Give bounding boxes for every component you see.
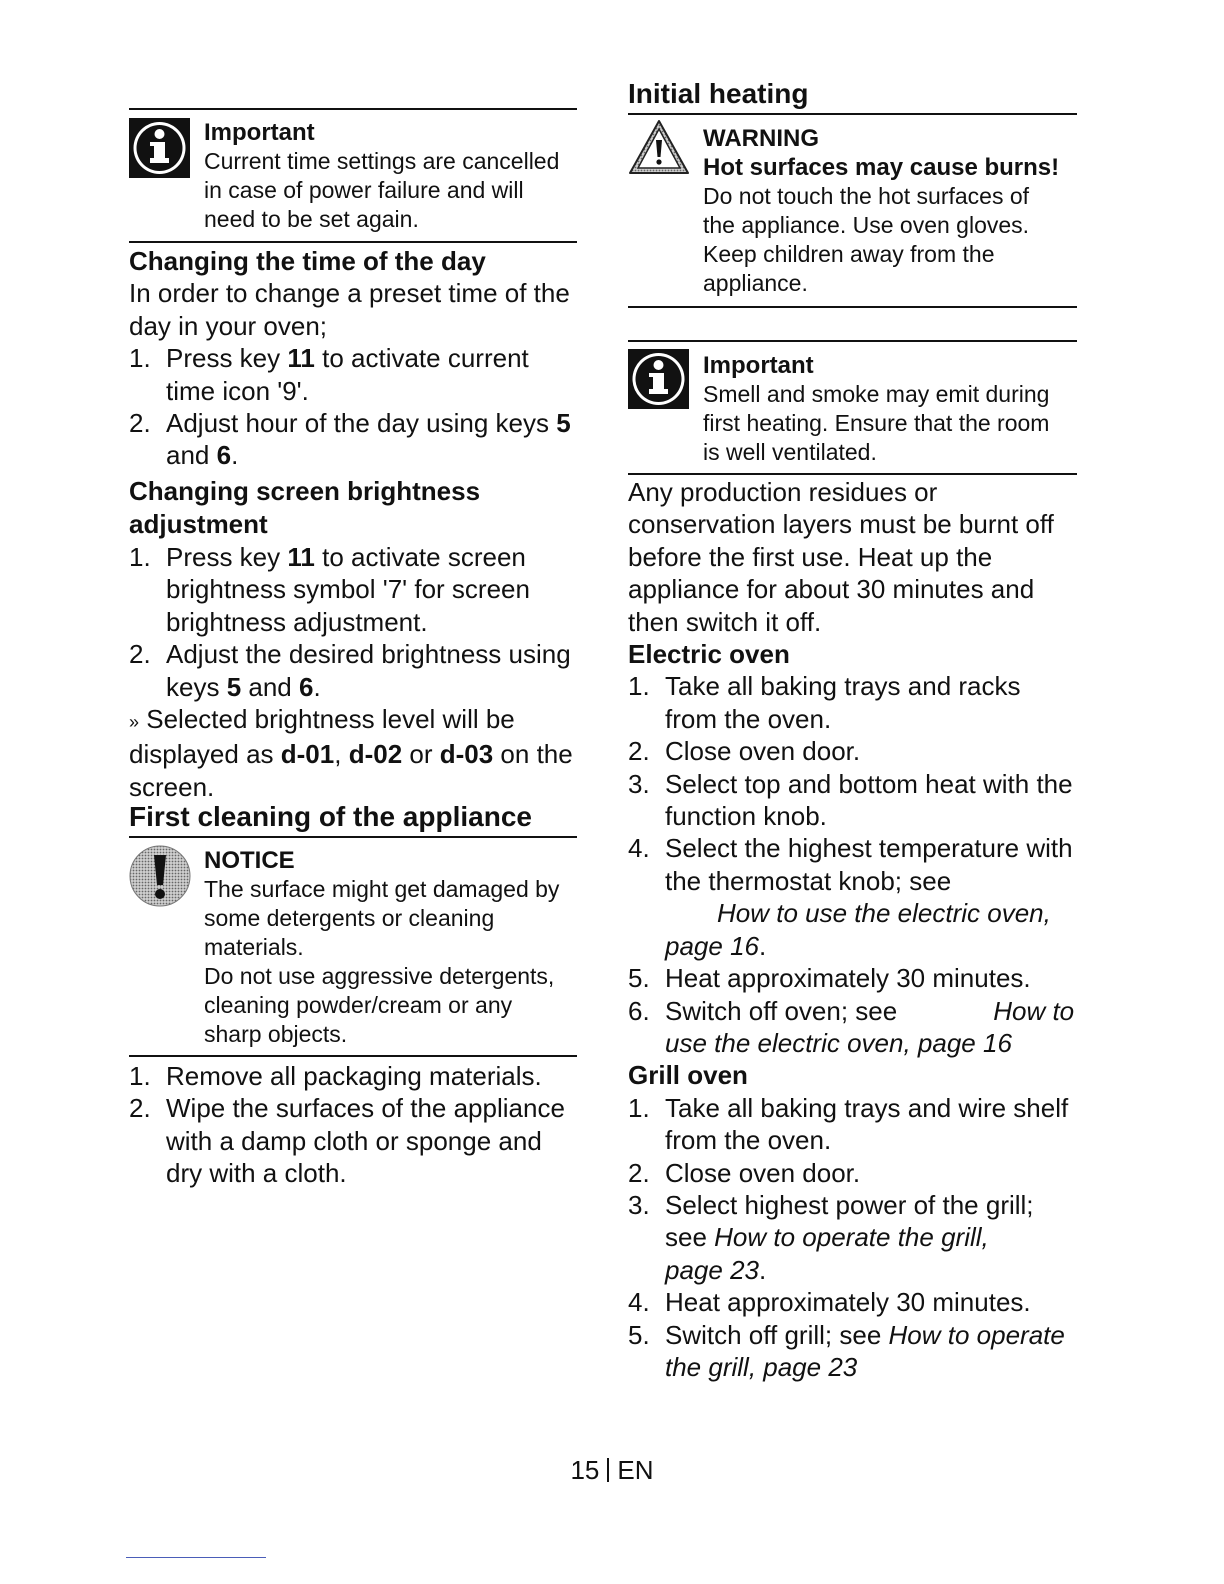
text: Take all baking trays and racks bbox=[665, 671, 1021, 702]
warning-subtitle: Hot surfaces may cause burns! bbox=[703, 154, 1060, 181]
text: Switch off oven; see bbox=[665, 995, 898, 1026]
footer-separator bbox=[607, 1458, 609, 1482]
text: Remove all packaging materials. bbox=[166, 1061, 542, 1091]
paragraph-line: then switch it off. bbox=[628, 606, 822, 637]
list-item bbox=[628, 995, 1098, 1060]
text: time icon '9'. bbox=[166, 375, 309, 406]
important-line: Current time settings are cancelled bbox=[204, 148, 560, 174]
text: Select highest power of the grill; bbox=[665, 1189, 1034, 1220]
paragraph-line: conservation layers must be burnt off bbox=[628, 509, 1054, 540]
list-item bbox=[628, 962, 1098, 994]
text: . bbox=[231, 440, 239, 471]
key-number: 6 bbox=[216, 440, 232, 471]
list-item bbox=[628, 1189, 1098, 1286]
list-number: 5. bbox=[628, 963, 650, 994]
result-line bbox=[129, 703, 589, 738]
list-item bbox=[628, 832, 1098, 962]
brightness-section bbox=[129, 475, 589, 803]
first-cleaning-steps bbox=[129, 1060, 589, 1190]
text: displayed as bbox=[129, 739, 281, 770]
section-heading: Changing screen brightness bbox=[129, 476, 481, 506]
text: and bbox=[241, 671, 299, 702]
divider bbox=[628, 473, 1077, 475]
result-line: screen. bbox=[129, 771, 215, 802]
notice-exclamation-icon bbox=[129, 845, 191, 912]
important-line: Smell and smoke may emit during bbox=[703, 381, 1050, 407]
divider bbox=[628, 306, 1077, 308]
bottom-edge-line bbox=[126, 1557, 266, 1558]
text: Heat approximately 30 minutes. bbox=[665, 963, 1031, 994]
warning-line: Keep children away from the bbox=[703, 241, 995, 267]
warning-line: appliance. bbox=[703, 270, 808, 296]
list-number: 6. bbox=[628, 995, 650, 1026]
notice-box bbox=[204, 846, 559, 1049]
paragraph-line: In order to change a preset time of the bbox=[129, 278, 570, 309]
display-code: d-02 bbox=[348, 739, 403, 770]
list-number: 4. bbox=[628, 1287, 650, 1318]
section-heading-initial-heating: Initial heating bbox=[628, 78, 809, 109]
list-item bbox=[628, 1286, 1098, 1318]
notice-title: NOTICE bbox=[204, 847, 295, 874]
paragraph-line: Any production residues or bbox=[628, 477, 938, 507]
list-item bbox=[628, 670, 1098, 735]
list-number: 1. bbox=[628, 1092, 650, 1123]
text: from the oven. bbox=[665, 1125, 832, 1156]
key-number: 5 bbox=[556, 408, 571, 439]
list-item bbox=[129, 1092, 589, 1189]
initial-heating-body bbox=[628, 476, 1098, 1383]
text: the thermostat knob; see bbox=[665, 865, 952, 896]
list-number: 2. bbox=[129, 1093, 151, 1124]
key-number: 11 bbox=[287, 542, 315, 572]
cross-reference[interactable]: the grill, page 23 bbox=[665, 1351, 858, 1382]
cross-reference[interactable]: use the electric oven, page 16 bbox=[665, 1027, 1012, 1058]
text: brightness symbol '7' for screen bbox=[166, 574, 530, 605]
text: Select top and bottom heat with the bbox=[665, 768, 1073, 799]
key-number: 11 bbox=[287, 343, 315, 374]
cross-reference[interactable]: How to use the electric oven, bbox=[717, 898, 1051, 929]
text: Switch off grill; see bbox=[665, 1319, 889, 1350]
list-number: 1. bbox=[129, 343, 151, 374]
text: function knob. bbox=[665, 801, 827, 832]
important-line: first heating. Ensure that the room bbox=[703, 410, 1050, 436]
text: . bbox=[758, 930, 767, 961]
list-item bbox=[129, 638, 589, 703]
divider bbox=[129, 241, 577, 243]
list-item bbox=[628, 768, 1098, 833]
text: Select the highest temperature with bbox=[665, 833, 1073, 864]
notice-line: The surface might get damaged by bbox=[204, 876, 560, 902]
text: Adjust hour of the day using keys bbox=[166, 408, 557, 439]
text: Selected brightness level will be bbox=[139, 704, 515, 735]
text: Take all baking trays and wire shelf bbox=[665, 1092, 1069, 1123]
list-item bbox=[628, 1319, 1098, 1384]
info-icon bbox=[628, 349, 689, 414]
section-heading: Changing the time of the day bbox=[129, 246, 486, 276]
language-code: EN bbox=[617, 1455, 654, 1485]
notice-line: cleaning powder/cream or any bbox=[204, 992, 513, 1018]
text: Press key bbox=[166, 343, 288, 374]
important-line: is well ventilated. bbox=[703, 439, 877, 465]
list-item bbox=[129, 407, 589, 472]
important-line: in case of power failure and will bbox=[204, 177, 524, 203]
list-item bbox=[628, 1157, 1098, 1189]
cross-reference[interactable]: How to operate the grill, bbox=[714, 1222, 989, 1253]
list-item bbox=[628, 1092, 1098, 1157]
list-number: 2. bbox=[628, 1157, 650, 1188]
text: brightness adjustment. bbox=[166, 606, 428, 637]
divider bbox=[129, 836, 577, 838]
page-number: 15 bbox=[570, 1455, 600, 1485]
notice-line: sharp objects. bbox=[204, 1021, 348, 1047]
cross-reference[interactable]: page 23 bbox=[665, 1254, 759, 1285]
important-title: Important bbox=[204, 119, 315, 146]
text: with a damp cloth or sponge and bbox=[166, 1125, 542, 1156]
result-marker: » bbox=[129, 712, 140, 733]
paragraph-line: before the first use. Heat up the bbox=[628, 541, 993, 572]
text: , bbox=[334, 739, 349, 770]
list-item bbox=[129, 342, 589, 407]
list-number: 1. bbox=[129, 1061, 151, 1091]
warning-line: Do not touch the hot surfaces of bbox=[703, 183, 1030, 209]
text: Press key bbox=[166, 542, 288, 572]
divider bbox=[129, 1055, 577, 1057]
list-item bbox=[129, 541, 589, 638]
divider bbox=[129, 108, 577, 110]
page-footer bbox=[0, 1455, 1224, 1486]
section-heading: adjustment bbox=[129, 509, 268, 539]
paragraph-line: day in your oven; bbox=[129, 310, 328, 341]
list-number: 2. bbox=[628, 736, 650, 767]
text: to activate current bbox=[314, 343, 529, 374]
display-code: d-03 bbox=[439, 739, 494, 770]
text: from the oven. bbox=[665, 703, 832, 734]
paragraph-line: appliance for about 30 minutes and bbox=[628, 574, 1035, 605]
notice-line: Do not use aggressive detergents, bbox=[204, 963, 555, 989]
cross-reference[interactable]: How to bbox=[993, 995, 1075, 1026]
result-line bbox=[129, 738, 589, 770]
notice-line: some detergents or cleaning bbox=[204, 905, 495, 931]
list-number: 1. bbox=[628, 671, 650, 702]
display-code: d-01 bbox=[280, 739, 335, 770]
cross-reference[interactable]: How to operate bbox=[888, 1319, 1065, 1350]
list-number: 5. bbox=[628, 1319, 650, 1350]
text: dry with a cloth. bbox=[166, 1158, 347, 1189]
key-number: 5 bbox=[226, 671, 242, 702]
list-number: 4. bbox=[628, 833, 650, 864]
warning-title: WARNING bbox=[703, 125, 819, 152]
important-line: need to be set again. bbox=[204, 206, 419, 232]
text: Heat approximately 30 minutes. bbox=[665, 1287, 1031, 1318]
notice-line: materials. bbox=[204, 934, 304, 960]
divider bbox=[628, 113, 1077, 115]
list-number: 2. bbox=[129, 639, 151, 670]
text: to activate screen bbox=[314, 542, 526, 572]
warning-triangle-icon bbox=[628, 118, 690, 181]
text: and bbox=[166, 440, 217, 471]
warning-line: the appliance. Use oven gloves. bbox=[703, 212, 1030, 238]
text: or bbox=[402, 739, 440, 770]
changing-time-section bbox=[129, 245, 589, 472]
list-number: 1. bbox=[129, 542, 151, 572]
section-heading-electric-oven: Electric oven bbox=[628, 639, 790, 670]
cross-reference[interactable]: page 16 bbox=[665, 930, 759, 961]
text: keys bbox=[166, 671, 227, 702]
list-item bbox=[129, 1060, 589, 1092]
warning-box bbox=[703, 124, 1059, 298]
list-number: 3. bbox=[628, 768, 650, 799]
text: Wipe the surfaces of the appliance bbox=[166, 1093, 565, 1124]
key-number: 6 bbox=[298, 671, 314, 702]
section-heading-first-cleaning: First cleaning of the appliance bbox=[129, 801, 532, 832]
list-number: 3. bbox=[628, 1189, 650, 1220]
text: Close oven door. bbox=[665, 1157, 861, 1188]
list-number: 2. bbox=[129, 408, 151, 439]
divider bbox=[628, 340, 1077, 342]
important-box-right bbox=[703, 351, 1049, 467]
text: on the bbox=[493, 739, 573, 770]
text: . bbox=[313, 671, 321, 702]
text: see bbox=[665, 1222, 715, 1253]
list-item bbox=[628, 735, 1098, 767]
important-box-left bbox=[204, 118, 559, 234]
text: Adjust the desired brightness using bbox=[166, 639, 571, 670]
important-title: Important bbox=[703, 352, 814, 379]
text: Close oven door. bbox=[665, 736, 861, 767]
text: . bbox=[758, 1254, 767, 1285]
info-icon bbox=[129, 118, 190, 183]
section-heading-grill-oven: Grill oven bbox=[628, 1060, 748, 1091]
